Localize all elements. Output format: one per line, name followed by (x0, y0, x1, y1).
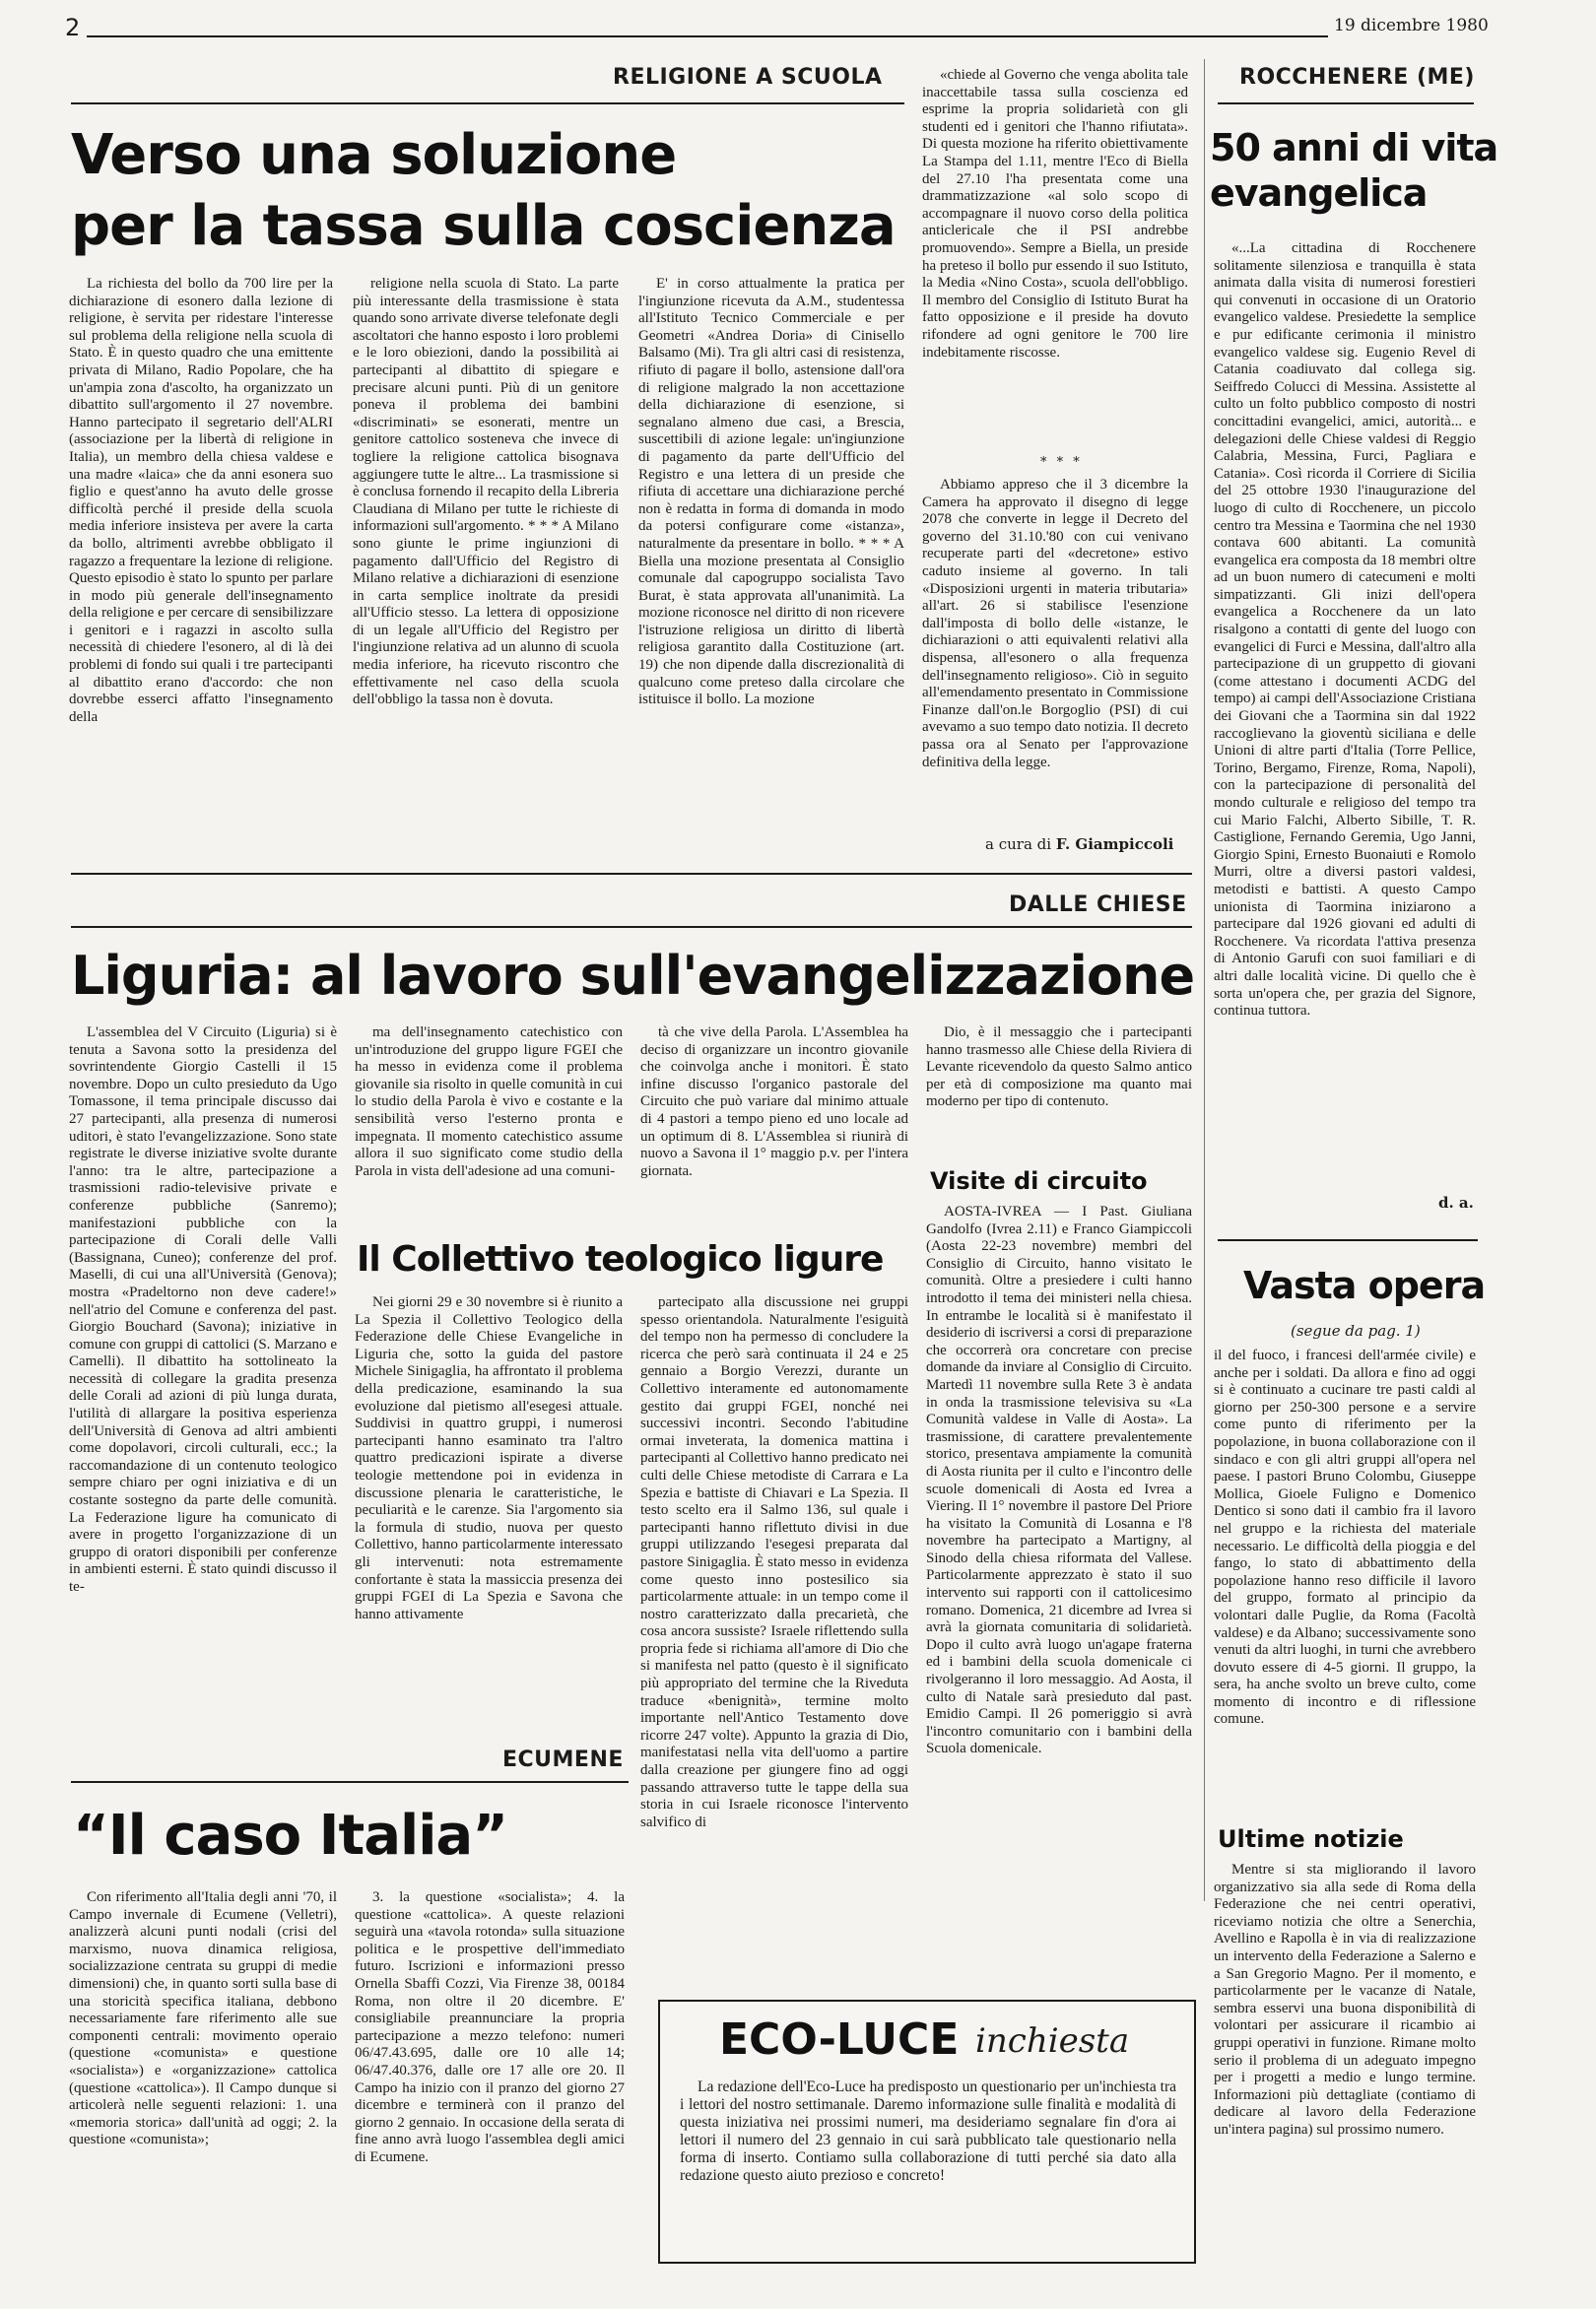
headline-vasta-opera: Vasta opera (1243, 1264, 1486, 1307)
eco-luce-box (658, 2000, 1196, 2264)
article-liguria-col1 (69, 1024, 337, 1702)
headline-tassa-line2: per la tassa sulla coscienza (71, 194, 896, 258)
article-vasta-opera-text: il del fuoco, i francesi dell'armée civile) e anche per i soldati. Da allora e fino ad oggi si è continuato a cucinare tre pasti caldi al giorno per 250-300 persone e a servire come punto di riferimento per la popolazione, in buona collaborazione con il sindaco e con gli altri gruppi all'opera nel paese. I pastori Bruno Colombu, Giuseppe Mollica, Gioele Fuligno e Domenico Dentico si sono dati il cambio fra il lavoro nel gruppo e la richiesta del materiale necessario. Le difficoltà della pioggia e del fango, lo stato di abbattimento della popolazione hanno reso difficile il lavoro del gruppo, formato al principio da volontari dalle Puglie, da Roma (Facoltà valdese) e da Albano; successivamente sono venuti da altri luoghi, in turni che avrebbero dovuto essere di 4-5 giorni. Il gruppo, la sera, ha anche svolto un breve culto, come momento di incontro e di riflessione comune. (1214, 1348, 1476, 1728)
eco-luce-title: inchiesta (975, 2021, 1130, 2061)
signature-name: F. Giampiccoli (1055, 835, 1174, 853)
issue-date: 19 dicembre 1980 (1334, 16, 1489, 35)
section-rule-dalle-chiese (71, 926, 1192, 928)
headline-ultime-notizie: Ultime notizie (1218, 1825, 1404, 1853)
article-ecumene-col2-text: 3. la questione «socialista»; 4. la questione «cattolica». A queste relazioni seguirà una «tavola rotonda» sulla situazione politica e le prospettive dell'immediato futuro. Iscrizioni e informazioni presso Ornella Sbaffi Cozzi, Via Firenze 38, 00184 Roma, non oltre il 20 dicembre. E' consigliabile preannunciare la propria partecipazione a mezzo telefono: numeri 06/47.43.695, dalle ore 10 alle 14; 06/47.40.376, dalle ore 17 alle ore 20. Il Campo ha inizio con il pranzo del giorno 27 dicembre e terminerà con il pranzo del giorno 2 gennaio. In occasione della serata di fine anno avrà luogo l'assemblea degli amici di Ecumene. (355, 1889, 625, 2165)
headline-tassa-line1: Verso una soluzione (71, 123, 677, 187)
section-label-dalle-chiese: DALLE CHIESE (1009, 892, 1187, 917)
signature-prefix: a cura di (985, 835, 1052, 853)
article-tassa-col1-text: La richiesta del bollo da 700 lire per la dichiarazione di esonero dalla lezione di religione, è servita per ridestare l'interesse sul problema della religione nella scuola di Stato. È in questo quadro che una emittente privata di Milano, Radio Popolare, che ha un'ampia zona d'ascolto, ha organizzato un dibattito sull'argomento il 27 novembre. Hanno partecipato il segretario dell'ALRI (associazione per la libertà di religione in Italia), un membro della chiesa valdese e una madre «laica» che da anni esonera suo figlio e quest'anno ha avuto delle grosse difficoltà perché il preside della scuola media inferiore insisteva per avere la carta da bollo, altrimenti avrebbe obbligato il ragazzo a frequentare la lezione di religione. Questo episodio è stato lo spunto per parlare in modo più generale dell'insegnamento della religione e per cercare di sensibilizzare i genitori e i ragazzi in ascolto sulla necessità di chiedere l'esonero, al di là dei problemi di fondo sui quali i tre partecipanti al dibattito erano d'accordo: che non dovrebbe esserci affatto l'insegnamento della (69, 276, 333, 725)
article-ecumene-col2 (355, 1889, 625, 2283)
article-collettivo-col2-text: partecipato alla discussione nei gruppi spesso orientandola. Naturalmente l'esiguità del tempo non ha permesso di concludere la ricerca che però sarà continuata il 24 e 25 gennaio a Borgio Verezzi, durante un Collettivo interamente ed autonomamente gestito dai gruppi FGEI, nonché nei successivi incontri. Secondo l'abitudine ormai inveterata, la domenica mattina i partecipanti al Collettivo hanno predicato nei culti delle Chiese metodiste di Carrara e La Spezia e battiste di Chiavari e La Spezia. Il testo scelto era il Salmo 136, sul quale i partecipanti hanno riflettuto divisi in due gruppi utilizzando l'esegesi preparata dal pastore Sinigaglia. È stato messo in evidenza come questo inno postesilico sia particolarmente attuale: in un tempo come il nostro caratterizzato dalla precarietà, che cosa ancora sussiste? Israele riflettendo sulla propria fede si richiama all'amore di Dio che si manifesta nel patto (questo è il significato più appropriato del termine che la Riveduta traduce «benignità», termine molto importante nell'Antico Testamento dove ricorre 247 volte). Appunto la grazia di Dio, manifestatasi nella vita dell'uomo a partire dalla creazione per giungere fino ad oggi passando attraverso tutte le tappe della sua storia in cui Israele riconosce l'intervento salvifico di (640, 1294, 908, 1830)
divider-top-liguria (71, 873, 1192, 875)
headline-visite: Visite di circuito (930, 1167, 1148, 1195)
article-tassa-col2 (353, 276, 619, 847)
headline-liguria: Liguria: al lavoro sull'evangelizzazione (71, 945, 1195, 1007)
article-tassa-col3 (638, 276, 904, 847)
article-liguria-col3-text: tà che vive della Parola. L'Assemblea ha deciso di organizzare un incontro giovanile che coinvolga anche i monitori. È stato infine discusso l'organico pastorale del Circuito che può variare dal minimo attuale di 4 pastori a tempo pieno ed uno locale ad un optimum di 8. L'Assemblea si riunirà di nuovo a Savona il 1° maggio p.v. per l'intera giornata. (640, 1024, 908, 1179)
eco-luce-body (680, 2078, 1176, 2256)
article-collettivo-col2 (640, 1294, 908, 1956)
article-liguria-col2 (355, 1024, 623, 1229)
article-liguria-col4-text: Dio, è il messaggio che i partecipanti hanno trasmesso alle Chiese della Riviera di Levante ricevendolo da questo Salmo antico per età di composizione ma quanto mai moderno per tipo di contenuto. (926, 1024, 1192, 1110)
article-collettivo-col1-text: Nei giorni 29 e 30 novembre si è riunito a La Spezia il Collettivo Teologico della Federazione delle Chiese Evangeliche in Liguria che, sotto la guida del pastore Michele Sinigaglia, ha affrontato il problema della predicazione, esaminando la sua evoluzione dal pietismo all'esegesi attuale. Suddivisi in quattro gruppi, i numerosi partecipanti hanno esaminato tra l'altro quattro predicazioni ispirate a diverse teologie mettendone poi in evidenza in discussione plenaria le caratteristiche, le peculiarità e le carenze. Sia l'argomento sia la formula di studio, nuova per questo Collettivo, hanno particolarmente interessato gli intervenuti: nota estremamente confortante è stata la massiccia presenza dei gruppi FGEI di La Spezia e Savona che hanno attivamente (355, 1294, 623, 1622)
article-vasta-opera-body (1214, 1348, 1476, 1811)
section-rule-ecumene (71, 1781, 629, 1783)
section-rule-rocchenere (1218, 102, 1474, 104)
headline-collettivo: Il Collettivo teologico ligure (357, 1239, 884, 1280)
headline-rocchenere-line2: evangelica (1210, 171, 1428, 215)
article-ecumene-col1 (69, 1889, 337, 2283)
article-tassa-col1 (69, 276, 333, 847)
column-rule-right-top (1204, 59, 1205, 1901)
eco-luce-text: La redazione dell'Eco-Luce ha predisposto un questionario per un'inchiesta tra i lettori del nostro settimanale. Daremo informazione sulle finalità e modalità di questa iniziativa nei prossimi numeri, ma desideriamo segnalare fin d'ora ai lettori il numero del 23 gennaio in cui sarà pubblicato tale questionario nella forma di inserto. Contiamo sulla collaborazione di tutti perché sia dato alla redazione questo aiuto prezioso e concreto! (680, 2078, 1176, 2184)
separator-stars: * * * (1040, 455, 1083, 470)
section-label-rocchenere: ROCCHENERE (ME) (1239, 65, 1475, 90)
section-label-ecumene: ECUMENE (502, 1748, 624, 1772)
article-ecumene-col1-text: Con riferimento all'Italia degli anni '70, il Campo invernale di Ecumene (Velletri), analizzerà alcuni punti nodali (crisi del marxismo, nuova dinamica religiosa, socializzazione centrata su gruppi di medie dimensioni) che, in quanto sorti sulla base di una storicità specifica italiana, debbono necessariamente fare riferimento alle sue componenti centrali: movimento operaio (questione «comunista» e questione «socialista») e «organizzazione» cattolica (questione «cattolica»). Il Campo dunque si articolerà nelle seguenti relazioni: 1. una «memoria storica» dall'unità ad oggi; 2. la questione «comunista»; (69, 1889, 337, 2148)
article-rocchenere-body (1214, 240, 1476, 1192)
article-liguria-col1-text: L'assemblea del V Circuito (Liguria) si è tenuta a Savona sotto la presidenza del sovrintendente Giorgio Castelli il 15 novembre. Dopo un culto presieduto da Ugo Tomassone, il tema principale discusso dai 27 partecipanti, alla presenza di numerosi uditori, è stato l'evangelizzazione. Sono state registrate le diverse iniziative svolte durante l'anno: tra le altre, partecipazione a trasmissioni radio-televisive private e conferenze pubbliche (Sanremo); manifestazioni pubbliche con la partecipazione di Corali delle Valli (Bassignana, Cuneo); conferenze del prof. Maselli, di cui una all'Università (Genova); mostra «Pradeltorno non deve cadere!» nell'atrio del Comune e conferenza del past. Giorgio Bouchard (Savona); iniziative in comune con gruppi di cattolici (S. Marzano e Camelli). Il dibattito ha sottolineato la necessità di collegare la gradita presenza delle Corali ad azioni di più lunga durata, l'utilità di allargare la positiva esperienza dell'Università di Genova ad altri ambienti come dopolavori, circoli culturali, ecc.; la raccomandazione di un contenuto teologico sempre chiaro per ogni iniziativa e di un costante sostegno da parte delle comunità. La Federazione ligure ha comunicato di avere in progetto l'organizzazione di un gruppo di oratori disponibili per conferenze in ambienti esterni. È stato quindi discusso il te- (69, 1024, 337, 1595)
vasta-opera-subtitle: (segue da pag. 1) (1291, 1322, 1421, 1340)
article-liguria-col4 (926, 1024, 1192, 1153)
article-liguria-col3 (640, 1024, 908, 1229)
headline-caso-italia: “Il caso Italia” (73, 1804, 507, 1868)
headline-rocchenere-line1: 50 anni di vita (1210, 126, 1498, 169)
article-liguria-col2-text: ma dell'insegnamento catechistico con un'introduzione del gruppo ligure FGEI che ha messo in evidenza come il problema giovanile sia risolto in quelle comunità in cui lo studio della Parola è vivo e costante e la sensibilità verso l'esterno pronta e impegnata. Il momento catechistico assume allora il suo significato come studio della Parola in vista dell'adesione ad una comuni- (355, 1024, 623, 1179)
article-ultime-notizie-text: Mentre si sta migliorando il lavoro organizzativo sia alla sede di Roma della Federazione che nei centri operativi, riceviamo notizia che oltre a Senerchia, Avellino e Rapolla è in via di realizzazione un intervento della Federazione a Salerno e a San Gregorio Magno. Per il momento, e particolarmente per le vacanze di Natale, sembra esservi una buona disponibilità di volontari per assicurare il ricambio ai gruppi operativi in funzione. Rimane molto serio il problema di un adeguato impegno per i progetti a medio e lungo termine. Informazioni più dettagliate (contiamo di dedicare al lavoro della Federazione un'intera pagina) sul prossimo numero. (1214, 1862, 1476, 2138)
header-rule (87, 35, 1328, 37)
article-visite-text: AOSTA-IVREA — I Past. Giuliana Gandolfo (Ivrea 2.11) e Franco Giampiccoli (Aosta 22-23 novembre) membri del Consiglio di Circuito, hanno visitato le comunità. Oltre a presiedere i culti hanno introdotto il tema dei ministeri nella chiesa. In entrambe le località si è manifestato il desiderio di iscriversi a corsi di preparazione che occorrerà ora concretare con precise domande da inviare al Consiglio di Circuito. Martedì 11 novembre sulla Rete 3 è andata in onda la trasmissione televisiva su «La Comunità valdese in Valle di Aosta». La trasmissione, di carattere prevalentemente storico, presentava ampiamente la comunità di Aosta riunita per il culto e l'incontro delle scuole domenicali di Aosta ed Ivrea a Viering. Il 1° novembre il pastore Del Priore ha visitato la Comunità di Losanna e l'8 novembre ha partecipato a Martigny, al Sinodo della chiesa riformata del Vallese. Particolarmente apprezzato è stato il suo intervento sui rapporti con il cattolicesimo romano. Domenica, 21 dicembre ad Ivrea si avrà la giornata comunitaria di solidarietà. Dopo il culto avrà luogo un'agape fraterna ed i bambini della scuola domenicale ci rivolgeranno il loro messaggio. Ad Aosta, il culto di Natale sarà presieduto dal past. Emidio Campi. Il 26 pomeriggio si avrà l'incontro comunitario con i bambini della Scuola domenicale. (926, 1204, 1192, 1757)
article-tassa-col4a-text: «chiede al Governo che venga abolita tale inaccettabile tassa sulla coscienza ed esprime la propria solidarietà con gli studenti ed i genitori che l'hanno rifiutata». Di questa mozione ha riferito obiettivamente La Stampa del 1.11, mentre l'Eco di Biella del 27.10 l'ha presentata come una drammatizzazione «al solo scopo di accompagnare il nuovo corso della politica anticlericale che il PSI andrebbe promuovendo». Sempre a Biella, un preside ha preteso il bollo pur essendo il suo Istituto, la Media «Nino Costa», scuola dell'obbligo. Il membro del Consiglio di Istituto Burat ha fatto opposizione e il preside ha dovuto rifondere ad ogni genitore le 700 lire indebitamente riscosse. (922, 67, 1188, 361)
article-ultime-notizie-body (1214, 1862, 1476, 2276)
page-number: 2 (65, 14, 81, 41)
article-rocchenere-text: «...La cittadina di Rocchenere solitamente silenziosa e tranquilla è stata animata dalla visita di numerosi forestieri qui convenuti in occasione di un Oratorio evangelico valdese. Presiedette la semplice e pur edificante cerimonia il ministro evangelico valdese sig. Eugenio Revel di Catania coadiuvato dal collega sig. Seiffredo Colucci di Messina. Assistette al culto un folto pubblico composto di nostri concittadini evangelici, amici, autorità... e delegazioni delle Chiese valdesi di Reggio Calabria, Messina, Furci, Pagliara e Catania». Così ricorda il Corriere di Sicilia del 25 ottobre 1930 l'inaugurazione del luogo di culto di Rocchenere, un piccolo centro tra Messina e Taormina che nel 1930 contava 600 abitanti. La comunità evangelica era composta da 18 membri oltre ad un buon numero di catecumeni e molti simpatizzanti. Gli inizi dell'opera evangelica a Rocchenere da un lato risalgono a contatti di gente del luogo con evangelici di Furci e Messina, dall'altro alla partecipazione di un gruppetto di giovani (come attestano i documenti ACDG del tempo) ai campi dell'Associazione Cristiana dei Giovani che a Taormina sin dal 1922 raccoglievano la gioventù siciliana e delle Unioni di altre parti d'Italia (Torre Pellice, Torino, Bergamo, Firenze, Roma, Napoli), con la partecipazione di personalità del mondo culturale e religioso del tempo tra cui Mario Falchi, Alberto Sibille, T. R. Castiglione, Fernando Geremia, Ugo Janni, Giorgio Spini, Ernesto Buonaiuti e Romolo Murri, oltre a diversi pastori valdesi, metodisti e battisti. A questo Campo unionista di Taormina iniziarono a partecipare dal 1926 giovani ed adulti di Rocchenere. Va ricordata l'attiva presenza di Antonio Garufi con suoi familiari e di altri dalle località vicine. Di quello che è sorta un'opera che, per grazia del Signore, continua tuttora. (1214, 240, 1476, 1020)
article-tassa-col4a (922, 67, 1188, 459)
section-rule-religione (71, 102, 904, 104)
article-visite-body (926, 1204, 1192, 1960)
article-tassa-signature (985, 835, 1173, 853)
article-tassa-col2-text: religione nella scuola di Stato. La parte più interessante della trasmissione è stata quando sono arrivate diverse telefonate degli ascoltatori che hanno esposto i loro problemi e le loro obiezioni, dando la possibilità ai partecipanti al dibattito di spiegare e precisare alcuni punti. Più di un genitore poneva il problema dei bambini «discriminati» se esonerati, mentre un genitore cattolico sosteneva che invece di togliere la religione cattolica bisognava aggiungere tutte le altre... La trasmissione si è conclusa fornendo il recapito della Libreria Claudiana di Milano per tutte le richieste di informazioni sull'argomento. * * * A Milano sono giunte le prime ingiunzioni di pagamento dall'Ufficio del Registro di Milano relative a dichiarazioni di esenzione in carta semplice inoltrate da presidi all'Ufficio stesso. La lettera di opposizione di un legale all'Ufficio del Registro per l'ingiunzione relativa ad un alunno di scuola media inferiore, ha ricevuto riscontro che effettivamente nel caso della scuola dell'obbligo la tassa non è dovuta. (353, 276, 619, 708)
divider-rocchenere-vasta (1218, 1239, 1478, 1241)
article-tassa-col4b (922, 477, 1188, 833)
section-label-religione: RELIGIONE A SCUOLA (613, 65, 883, 90)
article-collettivo-col1 (355, 1294, 623, 1702)
article-tassa-col4b-text: Abbiamo appreso che il 3 dicembre la Camera ha approvato il disegno di legge 2078 che converte in legge il Decreto del governo del 31.10.'80 con cui venivano recuperate parti del «decretone» estivo caduto insieme al governo. In tali «Disposizioni urgenti in materia tributaria» all'art. 26 si stabilisce l'esenzione dall'imposta di bollo delle «istanze, le dichiarazioni o atti equivalenti relativi alla dispensa, all'esonero o alla frequenza dell'insegnamento religioso». Ciò in seguito all'emendamento presentato in Commissione Finanze dall'on.le Borgoglio (PSI) di cui avevamo a suo tempo dato notizia. Il decreto passa ora al Senato per l'approvazione definitiva della legge. (922, 477, 1188, 770)
article-tassa-col3-text: E' in corso attualmente la pratica per l'ingiunzione ricevuta da A.M., studentessa all'Istituto Tecnico Commerciale e per Geometri «Andrea Doria» di Cinisello Balsamo (Mi). Tra gli altri casi di resistenza, rifiuto di pagare il bollo, astensione dall'ora di religione malgrado la non accettazione della dichiarazione di esenzione, si segnalano almeno due casi, a Brescia, suscettibili di azione legale: un'ingiunzione di pagamento da parte dell'Ufficio del Registro e una lettera di un preside che rifiuta di accettare una dichiarazione perché non è redatta in forma di domanda in modo da potersi configurare come «istanza», naturalmente da presentare in bollo. * * * A Biella una mozione presentata al Consiglio comunale dal capogruppo socialista Tavo Burat, è stata approvata all'unanimità. La mozione riconosce nel diritto di non ricevere l'istruzione religiosa un diritto di libertà religiosa garantito dalla Costituzione (art. 19) che non dipende dalla discrezionalità di qualcuno come preteso dalla circolare che istituisce il bollo. La mozione (638, 276, 904, 708)
article-rocchenere-signature: d. a. (1438, 1194, 1474, 1212)
eco-luce-logo: ECO-LUCE (719, 2014, 960, 2065)
